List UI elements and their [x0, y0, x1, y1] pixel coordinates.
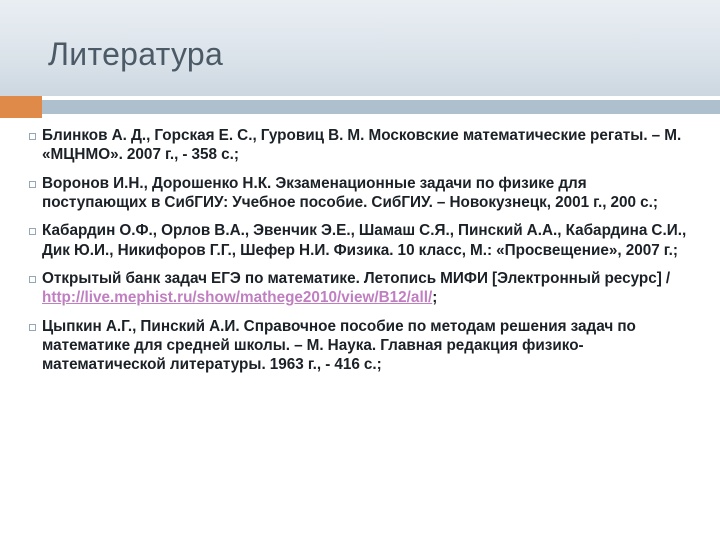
bullet-marker-icon	[22, 221, 42, 237]
list-item-text: Кабардин О.Ф., Орлов В.А., Эвенчик Э.Е., Шамаш С.Я., Пинский А.А., Кабардина С.И., Дик Ю.И., Никифоров Г.Г., Шефер Н.И. Физика. 10 класс, М.: «Просвещение», 2007 г.;	[42, 222, 687, 259]
list-item-text: Воронов И.Н., Дорошенко Н.К. Экзаменационные задачи по физике для поступающих в СибГИУ: Учебное пособие. СибГИУ. – Новокузнецк, 2001 г., 200 с.;	[42, 174, 658, 212]
list-item	[22, 317, 692, 375]
bullet-marker-icon	[22, 126, 42, 142]
list-item-text: Цыпкин А.Г., Пинский А.И. Справочное пособие по методам решения задач по математике для средней школы. – М. Наука. Главная редакция физико-математической литературы. 1963 г., - 416 с.;	[42, 317, 636, 374]
list-item-text-before-link: Открытый банк задач ЕГЭ по математике. Летопись МИФИ [Электронный ресурс] /	[42, 270, 671, 288]
list-item	[22, 174, 692, 213]
list-item-text	[42, 269, 692, 308]
divider-bar	[42, 100, 720, 114]
bullet-marker-icon	[22, 269, 42, 285]
list-item	[22, 126, 692, 165]
list-item-with-link	[22, 269, 692, 308]
slide-title: Литература	[48, 36, 224, 72]
mathege-link[interactable]: http://live.mephist.ru/show/mathege2010/view/B12/all/	[42, 289, 433, 307]
list-item	[22, 221, 692, 260]
orange-accent-square	[0, 96, 42, 118]
bullet-marker-icon	[22, 174, 42, 190]
bullet-marker-icon	[22, 317, 42, 333]
bullet-list	[0, 126, 720, 384]
list-item-text-after-link: ;	[432, 289, 438, 307]
list-item-text: Блинков А. Д., Горская Е. С., Гуровиц В. М. Московские математические регаты. – М. «МЦНМО». 2007 г., - 358 с.;	[42, 127, 682, 164]
